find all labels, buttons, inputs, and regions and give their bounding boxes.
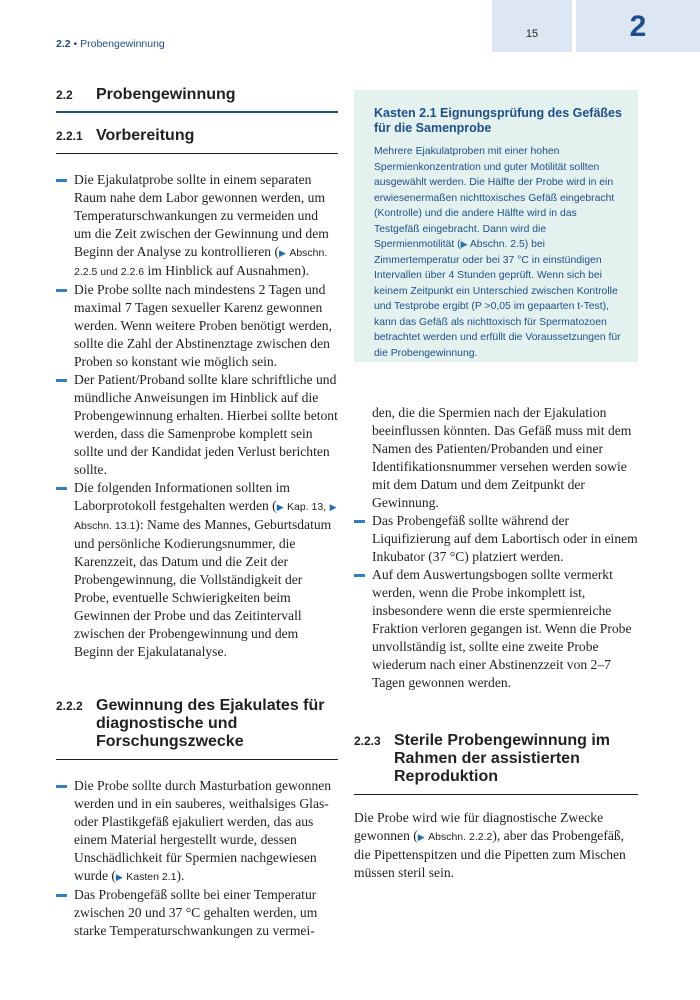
list-item: Das Probengefäß sollte bei einer Temperatur zwischen 20 und 37 °C gehalten werden, um starke Temperaturschwankungen zu vermei- [56,886,338,940]
info-box-title: Kasten 2.1 Eignungsprüfung des Gefäßes für die Samenprobe [374,106,622,135]
running-head [56,38,165,50]
continuation-paragraph: den, die die Spermien nach der Ejakulation beeinflussen könnten. Das Gefäß muss mit dem Namen des Patienten/Probanden und einer Identifikationsnummer versehen werden sowie mit dem Datum und dem Zeitpunkt der Gewinnung. [372,405,632,510]
triangle-arrow-icon: ▶ [278,248,286,258]
list-item: Die Probe sollte durch Masturbation gewonnen werden und in ein sauberes, weithalsiges Glas- oder Plastikgefäß ejakuliert werden, das aus einem Material hergestellt wurde, dessen Unschädlichkeit für Spermien nachgewiesen wurde (▶ Kasten 2.1). [56,777,338,886]
cross-reference[interactable]: Abschn. 2.2.5 und 2.2.6 [74,247,328,278]
section-2-2-2-heading [56,697,338,751]
page-number: 15 [525,28,539,40]
triangle-arrow-icon: ▶ [417,832,425,842]
section-title: Vorbereitung [96,127,195,144]
diagnostic-collection-list [56,777,338,940]
section-number: 2.2.3 [354,734,381,748]
subsection-rule [56,153,338,154]
section-number: 2.2 [56,88,73,102]
section-title: Probengewinnung [96,86,236,103]
cross-reference[interactable]: Kap. 13, [287,501,327,513]
list-item: Die folgenden Informationen sollten im Laborprotokoll festgehalten werden (▶ Kap. 13, ▶ Abschn. 13.1): Name des Mannes, Geburtsdatum und persönliche Kodierungsnummer, die Karenzzeit, das Datum und die Zeit der Probengewinnung, die Vollständigkeit der Probe, eventuelle Schwierigkeiten beim Gewinnen der Probe und das Zeitintervall zwischen der Probengewinnung und dem Beginn der Ejakulatanalyse. [56,479,338,661]
chapter-number: 2 [629,10,647,43]
cross-reference[interactable]: Abschn. 13.1 [74,520,136,532]
section-number: 2.2.2 [56,699,83,713]
chapter-tab [576,0,700,52]
handling-list [354,512,638,692]
section-title: Gewinnung des Ejakulates für diagnostische und Forschungszwecke [96,697,325,750]
subsection-rule [354,794,638,795]
left-column [56,86,338,940]
list-item: Das Probengefäß sollte während der Liquifizierung auf dem Labortisch oder in einem Inkubator (37 °C) platziert werden. [354,512,638,566]
preparation-list [56,171,338,661]
triangle-arrow-icon: ▶ [460,239,468,249]
running-head-number: 2.2 [56,38,71,50]
section-2-2-1-heading [56,127,338,145]
list-item: Die Ejakulatprobe sollte in einem separaten Raum nahe dem Labor gewonnen werden, um Temperaturschwankungen zu vermeiden und um die Zeit zwischen der Gewinnung und dem Beginn der Analyse zu kontrollieren (▶ Abschn. 2.2.5 und 2.2.6 im Hinblick auf Ausnahmen). [56,171,338,281]
info-box-body: Mehrere Ejakulatproben mit einer hohen Spermienkonzentration und guter Motilität sollten ausgewählt werden. Die Hälfte der Probe wird in ein erwiesenermaßen nichttoxisches Gefäß eingebracht (Kontrolle) und die andere Hälfte wird in das Testgefäß eingebracht. Dann wird die Spermienmotilität (▶ Abschn. 2.5) bei Zimmertemperatur oder bei 37 °C in einstündigen Intervallen über 4 Stunden geprüft. Wenn sich bei keinem Zeitpunkt ein Unterschied zwischen Kontrolle und Testprobe ergibt (P >0,05 im gepaarten t-Test), kann das Gefäß als nichttoxisch für Spermatozoen betrachtet werden und erfüllt die Voraussetzungen für die Probengewinnung. [374,146,621,359]
section-2-2-3-heading [354,732,638,786]
triangle-arrow-icon: ▶ [329,502,337,512]
list-item: Die Probe sollte nach mindestens 2 Tagen und maximal 7 Tagen sexueller Karenz gewonnen werden. Wenn weitere Proben benötigt werden, sollte die Zahl der Abstinenztage zwischen den Proben so konstant wie möglich sein. [56,281,338,371]
cross-reference[interactable]: Abschn. 2.2.2 [428,831,493,843]
running-head-separator: • [70,38,81,50]
list-item: Auf dem Auswertungsbogen sollte vermerkt werden, wenn die Probe inkomplett ist, insbesondere wenn die erste spermienreiche Fraktion verloren gegangen ist. Wenn die Probe unvollständig ist, sollte eine zweite Probe wiederum nach einer Abstinenzzeit von 2–7 Tagen gewonnen werden. [354,566,638,692]
section-title: Sterile Probengewinnung im Rahmen der assistierten Reproduktion [394,732,611,785]
subsection-rule [56,759,338,760]
list-item: Der Patient/Proband sollte klare schriftliche und mündliche Anweisungen im Hinblick auf die Probengewinnung erhalten. Hierbei sollte betont werden, dass die Samenprobe komplett sein sollte und der Kandidat jeden Verlust berichten sollte. [56,371,338,479]
info-box-kasten-2-1 [354,90,638,362]
right-column [354,404,638,882]
section-2-2-heading [56,86,338,104]
triangle-arrow-icon: ▶ [115,872,123,882]
triangle-arrow-icon: ▶ [276,502,284,512]
section-number: 2.2.1 [56,129,83,143]
cross-reference[interactable]: Abschn. 2.5 [469,239,525,250]
section-rule [56,111,338,113]
cross-reference[interactable]: Kasten 2.1 [126,871,177,883]
page-number-tab [492,0,572,52]
sterile-collection-paragraph: Die Probe wird wie für diagnostische Zwecke gewonnen (▶ Abschn. 2.2.2), aber das Probengefäß, die Pipettenspitzen und die Pipetten zum Mischen müssen steril sein. [354,810,626,880]
running-head-title: Probengewinnung [80,38,165,50]
